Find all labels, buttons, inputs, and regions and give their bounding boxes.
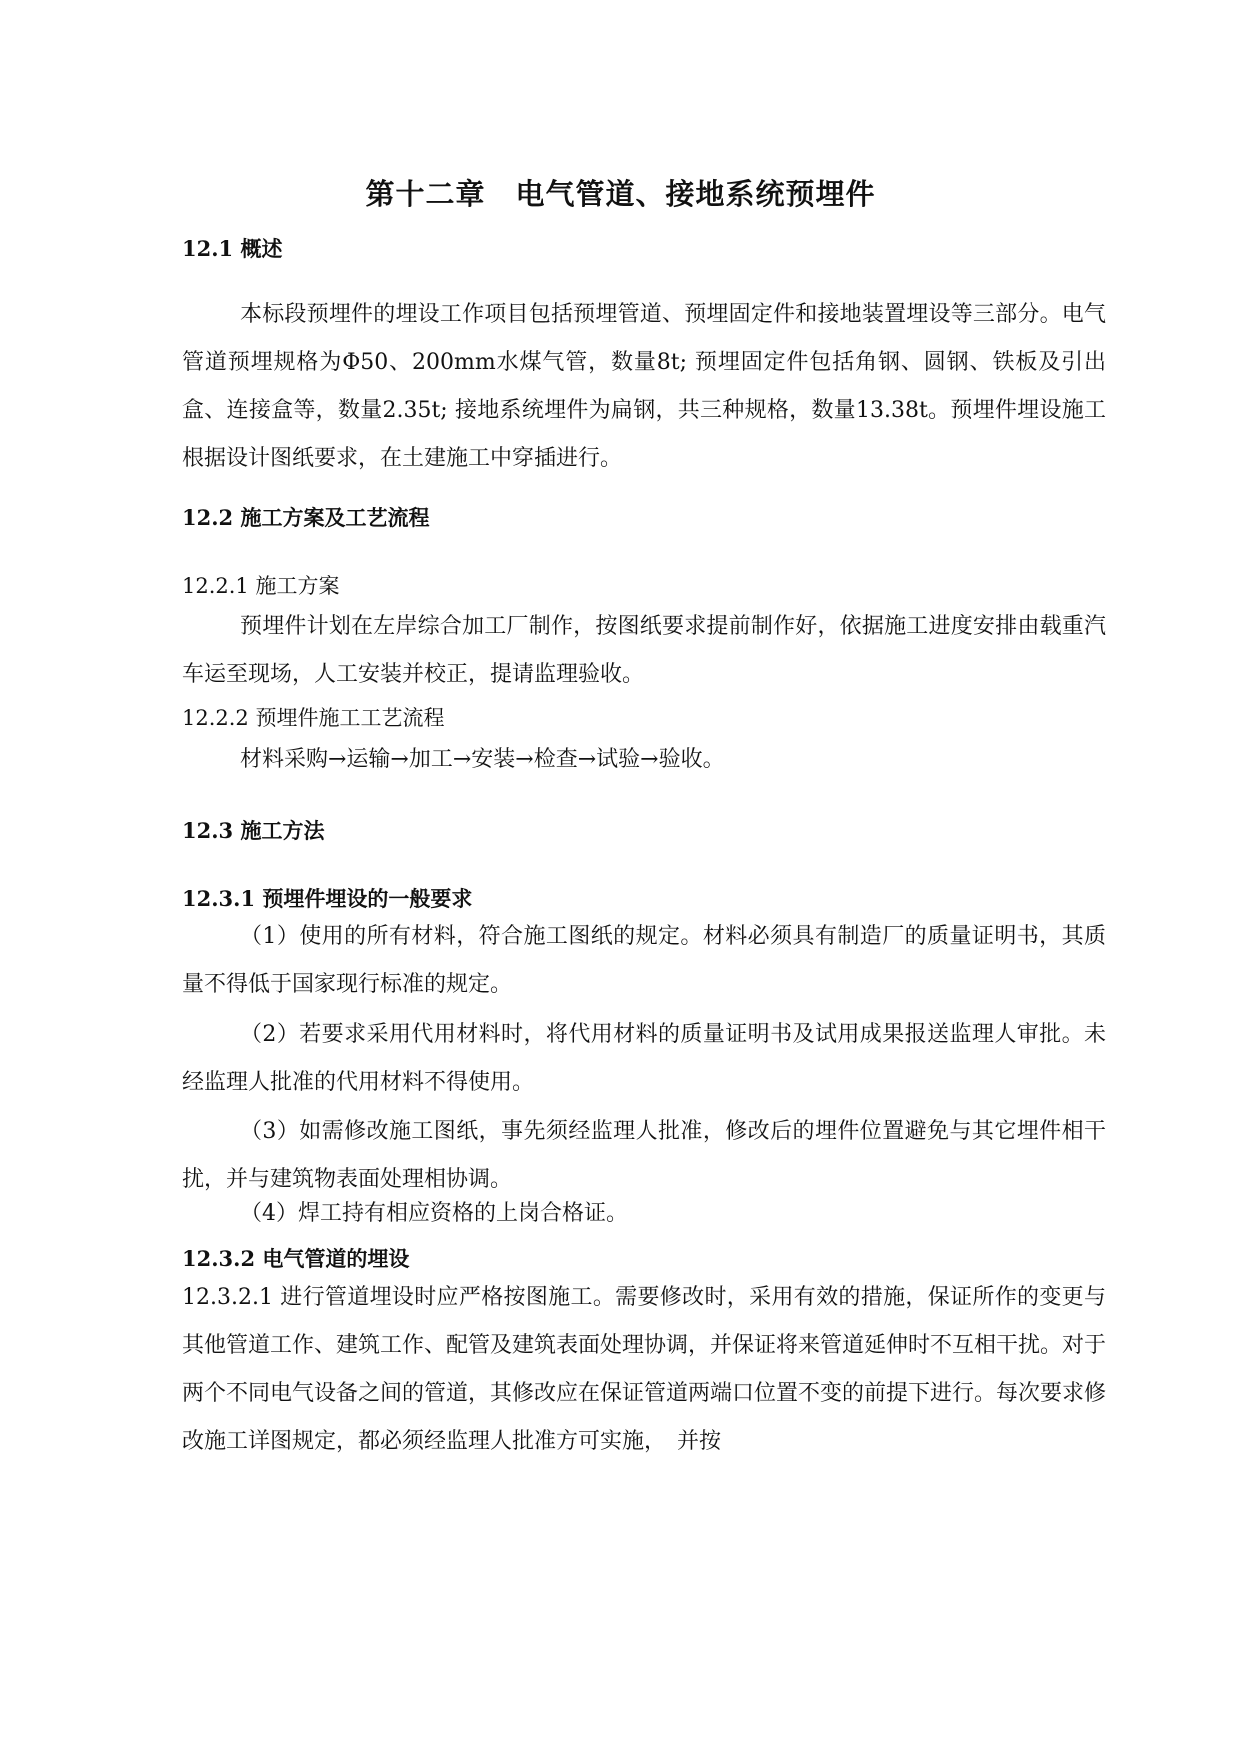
chapter-title [0,172,1241,213]
section-12-2-2-flow: 材料采购→运输→加工→安装→检查→试验→验收。 [240,747,725,772]
section-12-3-heading: 12.3 施工方法 [182,818,325,843]
requirement-item-2: （2）若要求采用代用材料时，将代用材料的质量证明书及试用成果报送监理人审批。未经监理人批准的代用材料不得使用。 [182,1022,1106,1095]
section-12-2-1-paragraph: 预埋件计划在左岸综合加工厂制作，按图纸要求提前制作好，依据施工进度安排由载重汽车运至现场，人工安装并校正，提请监理验收。 [182,614,1106,687]
requirement-item-3: （3）如需修改施工图纸，事先须经监理人批准，修改后的埋件位置避免与其它埋件相干扰，并与建筑物表面处理相协调。 [182,1119,1106,1192]
section-12-1-heading: 12.1 概述 [182,236,283,261]
section-12-3-2-heading: 12.3.2 电气管道的埋设 [182,1246,410,1271]
section-12-2-1-heading: 12.2.1 施工方案 [182,574,340,598]
section-12-1-paragraph: 本标段预埋件的埋设工作项目包括预埋管道、预埋固定件和接地装置埋设等三部分。电气管道预埋规格为Φ50、200mm水煤气管，数量8t; 预埋固定件包括角钢、圆钢、铁板及引出盒、连接盒等，数量2.35t; 接地系统埋件为扁钢，共三种规格，数量13.38t。预埋件埋设施工根据设计图纸要求，在土建施工中穿插进行。 [182,302,1106,471]
requirement-item-1: （1）使用的所有材料，符合施工图纸的规定。材料必须具有制造厂的质量证明书，其质量不得低于国家现行标准的规定。 [182,924,1106,997]
section-12-3-1-heading: 12.3.1 预埋件埋设的一般要求 [182,886,473,911]
requirement-item-4: （4）焊工持有相应资格的上岗合格证。 [240,1201,628,1226]
chapter-number: 第十二章 [365,177,486,211]
section-12-3-2-1-paragraph: 12.3.2.1 进行管道埋设时应严格按图施工。需要修改时，采用有效的措施，保证所作的变更与其他管道工作、建筑工作、配管及建筑表面处理协调，并保证将来管道延伸时不互相干扰。对于两个不同电气设备之间的管道，其修改应在保证管道两端口位置不变的前提下进行。每次要求修改施工详图规定，都必须经监理人批准方可实施， 并按 [182,1285,1107,1454]
section-12-2-2-heading: 12.2.2 预埋件施工工艺流程 [182,706,445,730]
section-12-2-heading: 12.2 施工方案及工艺流程 [182,505,430,530]
chapter-name: 电气管道、接地系统预埋件 [515,177,876,211]
